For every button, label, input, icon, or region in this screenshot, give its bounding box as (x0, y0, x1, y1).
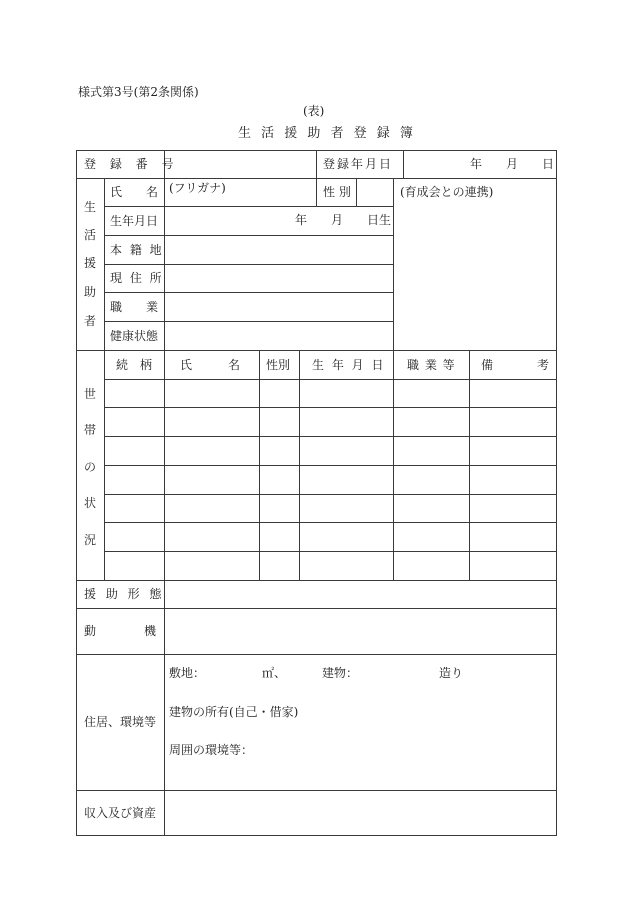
household-cell-sex[interactable] (261, 437, 298, 464)
household-cell-name[interactable] (166, 523, 258, 550)
registration-number-label: 登 録 番 号 (84, 157, 179, 171)
health-label: 健康状態 (110, 329, 159, 343)
household-cell-relation[interactable] (106, 552, 163, 579)
household-cell-name[interactable] (166, 466, 258, 493)
column-sex: 性別 (266, 358, 291, 372)
occupation-field[interactable] (165, 293, 393, 321)
site-label: 敷地： (169, 666, 206, 680)
household-cell-name[interactable] (166, 495, 258, 521)
reg-month-label: 月 (506, 157, 519, 171)
birth-month-label: 月 (331, 213, 344, 227)
household-cell-occupation[interactable] (395, 495, 468, 521)
furigana-label: (フリガナ) (169, 181, 226, 195)
household-cell-name[interactable] (166, 552, 258, 579)
household-cell-name[interactable] (166, 437, 258, 464)
household-cell-birthdate[interactable] (301, 408, 392, 435)
household-group-label: 世 帯 の 状 況 (83, 387, 96, 547)
household-cell-birthdate[interactable] (301, 495, 392, 521)
motive-field[interactable] (165, 609, 556, 654)
reg-day-label: 日 (542, 157, 555, 171)
support-form-field[interactable] (165, 581, 556, 608)
domicile-label: 本 籍 地 (110, 243, 164, 257)
household-cell-occupation[interactable] (395, 523, 468, 550)
household-cell-sex[interactable] (261, 552, 298, 579)
name-label: 氏 名 (110, 185, 159, 199)
column-name: 氏 名 (180, 358, 241, 372)
household-cell-occupation[interactable] (395, 466, 468, 493)
birthdate-label: 生年月日 (110, 214, 159, 228)
income-field[interactable] (165, 791, 556, 835)
motive-label: 動 機 (84, 624, 157, 638)
housing-label: 住居、環境等 (84, 715, 157, 729)
page-title: 生 活 援 助 者 登 録 簿 (238, 126, 416, 141)
surroundings-label: 周囲の環境等： (169, 743, 254, 757)
household-cell-relation[interactable] (106, 523, 163, 550)
column-remarks: 備 考 (481, 358, 552, 372)
household-cell-birthdate[interactable] (301, 466, 392, 493)
household-cell-sex[interactable] (261, 466, 298, 493)
household-cell-relation[interactable] (106, 408, 163, 435)
registration-number-field[interactable] (165, 151, 315, 178)
address-label: 現 住 所 (110, 271, 164, 285)
birthdate-field[interactable] (165, 207, 393, 235)
household-cell-remarks[interactable] (471, 523, 555, 550)
occupation-label: 職 業 (110, 300, 159, 314)
support-form-label: 援 助 形 態 (84, 587, 165, 601)
side-label: (表) (303, 104, 325, 118)
ownership-label: 建物の所有(自己・借家) (169, 705, 299, 719)
liaison-label: (育成会との連携) (400, 185, 494, 199)
name-field[interactable] (165, 179, 315, 205)
household-cell-remarks[interactable] (471, 552, 555, 579)
building-label: 建物： (322, 666, 359, 680)
column-relation: 続 柄 (116, 358, 153, 372)
sex-field[interactable] (357, 179, 392, 205)
household-cell-birthdate[interactable] (301, 437, 392, 464)
household-cell-occupation[interactable] (395, 380, 468, 406)
household-cell-sex[interactable] (261, 408, 298, 435)
housing-field[interactable] (165, 655, 556, 790)
address-field[interactable] (165, 265, 393, 292)
domicile-field[interactable] (165, 236, 393, 264)
sex-label: 性 別 (323, 185, 351, 199)
household-cell-remarks[interactable] (471, 408, 555, 435)
income-label: 収入及び資産 (84, 806, 157, 820)
household-cell-name[interactable] (166, 408, 258, 435)
health-field[interactable] (165, 322, 393, 350)
household-cell-birthdate[interactable] (301, 552, 392, 579)
column-occupation: 職 業 等 (407, 358, 456, 372)
household-cell-occupation[interactable] (395, 408, 468, 435)
household-cell-sex[interactable] (261, 495, 298, 521)
sqm-label: ㎡、 (262, 666, 287, 680)
household-cell-remarks[interactable] (471, 380, 555, 406)
household-cell-remarks[interactable] (471, 466, 555, 493)
household-cell-birthdate[interactable] (301, 523, 392, 550)
form-number: 様式第3号(第2条関係) (78, 85, 199, 99)
household-cell-relation[interactable] (106, 380, 163, 406)
reg-year-label: 年 (470, 157, 483, 171)
structure-label: 造り (439, 666, 464, 680)
household-cell-relation[interactable] (106, 466, 163, 493)
household-cell-relation[interactable] (106, 437, 163, 464)
person-group-label: 生 活 援 助 者 (83, 200, 96, 328)
household-cell-sex[interactable] (261, 380, 298, 406)
registration-date-label: 登録年月日 (323, 157, 394, 171)
household-cell-occupation[interactable] (395, 437, 468, 464)
column-birthdate: 生 年 月 日 (312, 358, 386, 372)
household-cell-sex[interactable] (261, 523, 298, 550)
birth-day-label: 日生 (367, 213, 392, 227)
household-cell-relation[interactable] (106, 495, 163, 521)
household-cell-remarks[interactable] (471, 495, 555, 521)
birth-year-label: 年 (295, 213, 308, 227)
household-cell-name[interactable] (166, 380, 258, 406)
household-cell-occupation[interactable] (395, 552, 468, 579)
household-cell-remarks[interactable] (471, 437, 555, 464)
liaison-field[interactable] (394, 179, 556, 349)
registration-date-field[interactable] (404, 151, 556, 178)
household-cell-birthdate[interactable] (301, 380, 392, 406)
